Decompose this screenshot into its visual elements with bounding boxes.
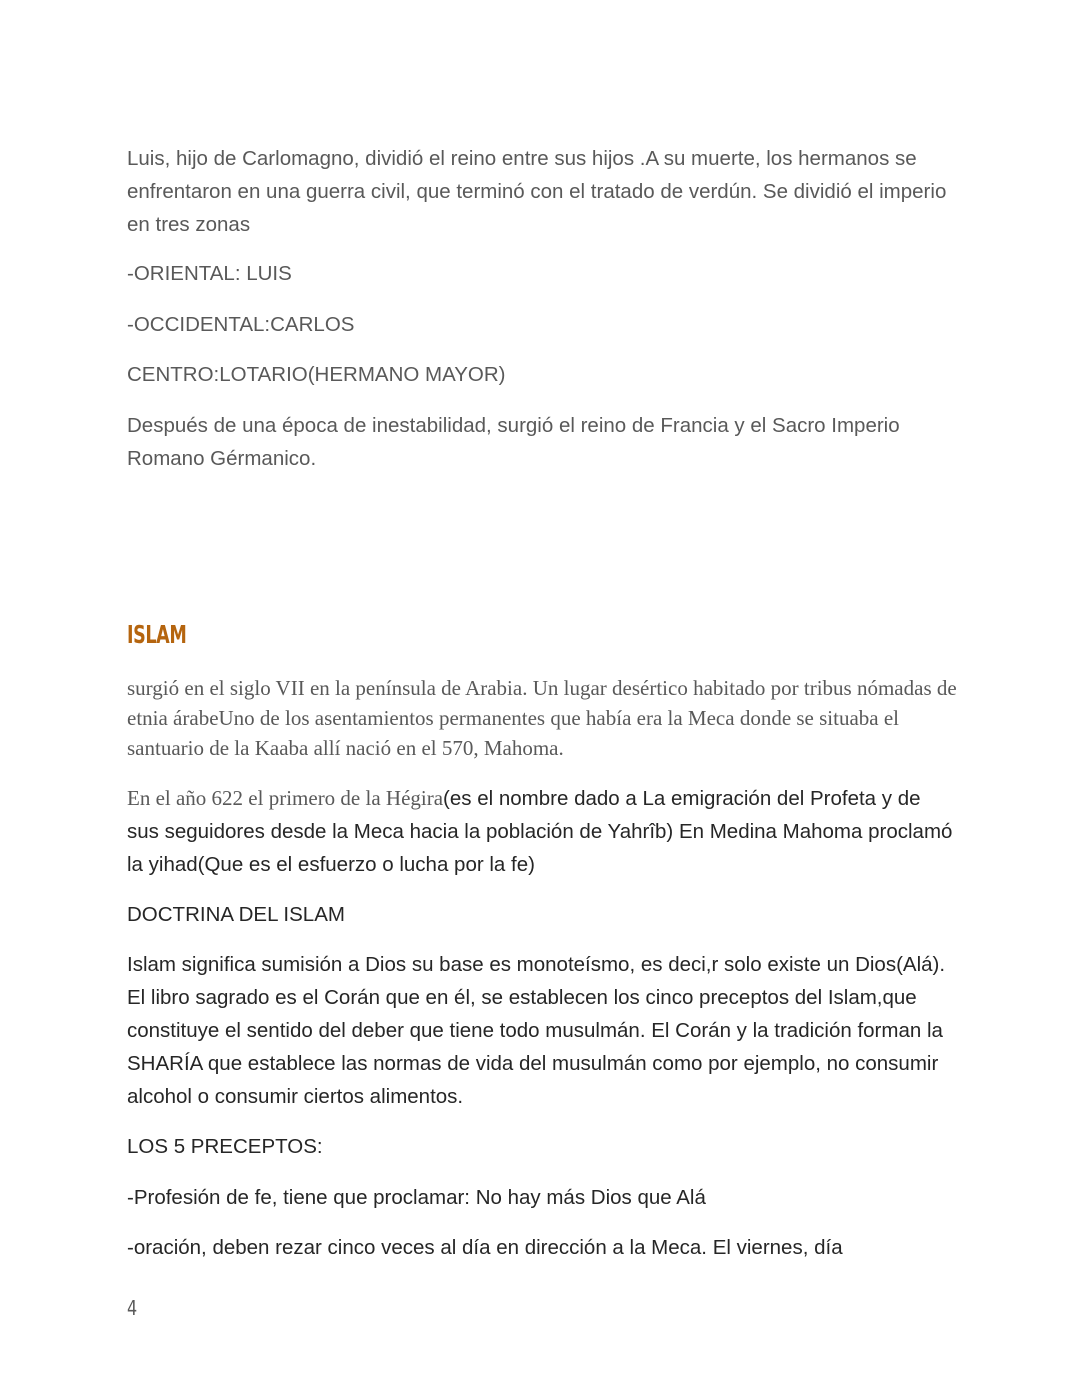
doctrine-paragraph: Islam significa sumisión a Dios su base es monoteísmo, es deci,r solo existe un Dios(Alá). El libro sagrado es el Corán que en él, se establecen los cinco preceptos del Islam,que constituye el sentido del deber que tiene todo musulmán. El Corán y la tradición forman la SHARÍA que establece las normas de vida del musulmán como por ejemplo, no consumir alcohol o consumir ciertos alimentos. bbox=[127, 953, 946, 1108]
hegira-serif-text: En el año 622 el primero de la Hégira bbox=[127, 786, 444, 810]
hegira-paragraph bbox=[127, 782, 957, 881]
zone-centro: CENTRO:LOTARIO(HERMANO MAYOR) bbox=[127, 363, 506, 386]
doctrine-title: DOCTRINA DEL ISLAM bbox=[127, 903, 345, 926]
zone-occidental: -OCCIDENTAL:CARLOS bbox=[127, 313, 355, 336]
carolingian-paragraph: Luis, hijo de Carlomagno, dividió el reino entre sus hijos .A su muerte, los hermanos se enfrentaron en una guerra civil, que terminó con el tratado de verdún. Se dividió el imperio en tres zonas bbox=[127, 147, 947, 236]
precepts-title: LOS 5 PRECEPTOS: bbox=[127, 1135, 323, 1158]
section-heading-islam: ISLAM bbox=[127, 620, 187, 649]
precept-item: -Profesión de fe, tiene que proclamar: No hay más Dios que Alá bbox=[127, 1186, 706, 1209]
zone-oriental: -ORIENTAL: LUIS bbox=[127, 262, 292, 285]
precept-item: -oración, deben rezar cinco veces al día en dirección a la Meca. El viernes, día bbox=[127, 1236, 843, 1259]
page-number: 4 bbox=[127, 1296, 138, 1320]
outcome-paragraph: Después de una época de inestabilidad, surgió el reino de Francia y el Sacro Imperio Romano Gérmanico. bbox=[127, 414, 900, 470]
islam-origin-paragraph: surgió en el siglo VII en la península de Arabia. Un lugar desértico habitado por tribus nómadas de etnia árabeUno de los asentamientos permanentes que había era la Meca donde se situaba el santuario de la Kaaba allí nació en el 570, Mahoma. bbox=[127, 676, 957, 760]
hegira-definition-text: (es el nombre dado a La emigración del Profeta y de sus seguidores desde la Meca hacia la población de Yahrîb) En Medina Mahoma proclamó la yihad(Que es el esfuerzo o lucha por la fe) bbox=[127, 787, 953, 876]
